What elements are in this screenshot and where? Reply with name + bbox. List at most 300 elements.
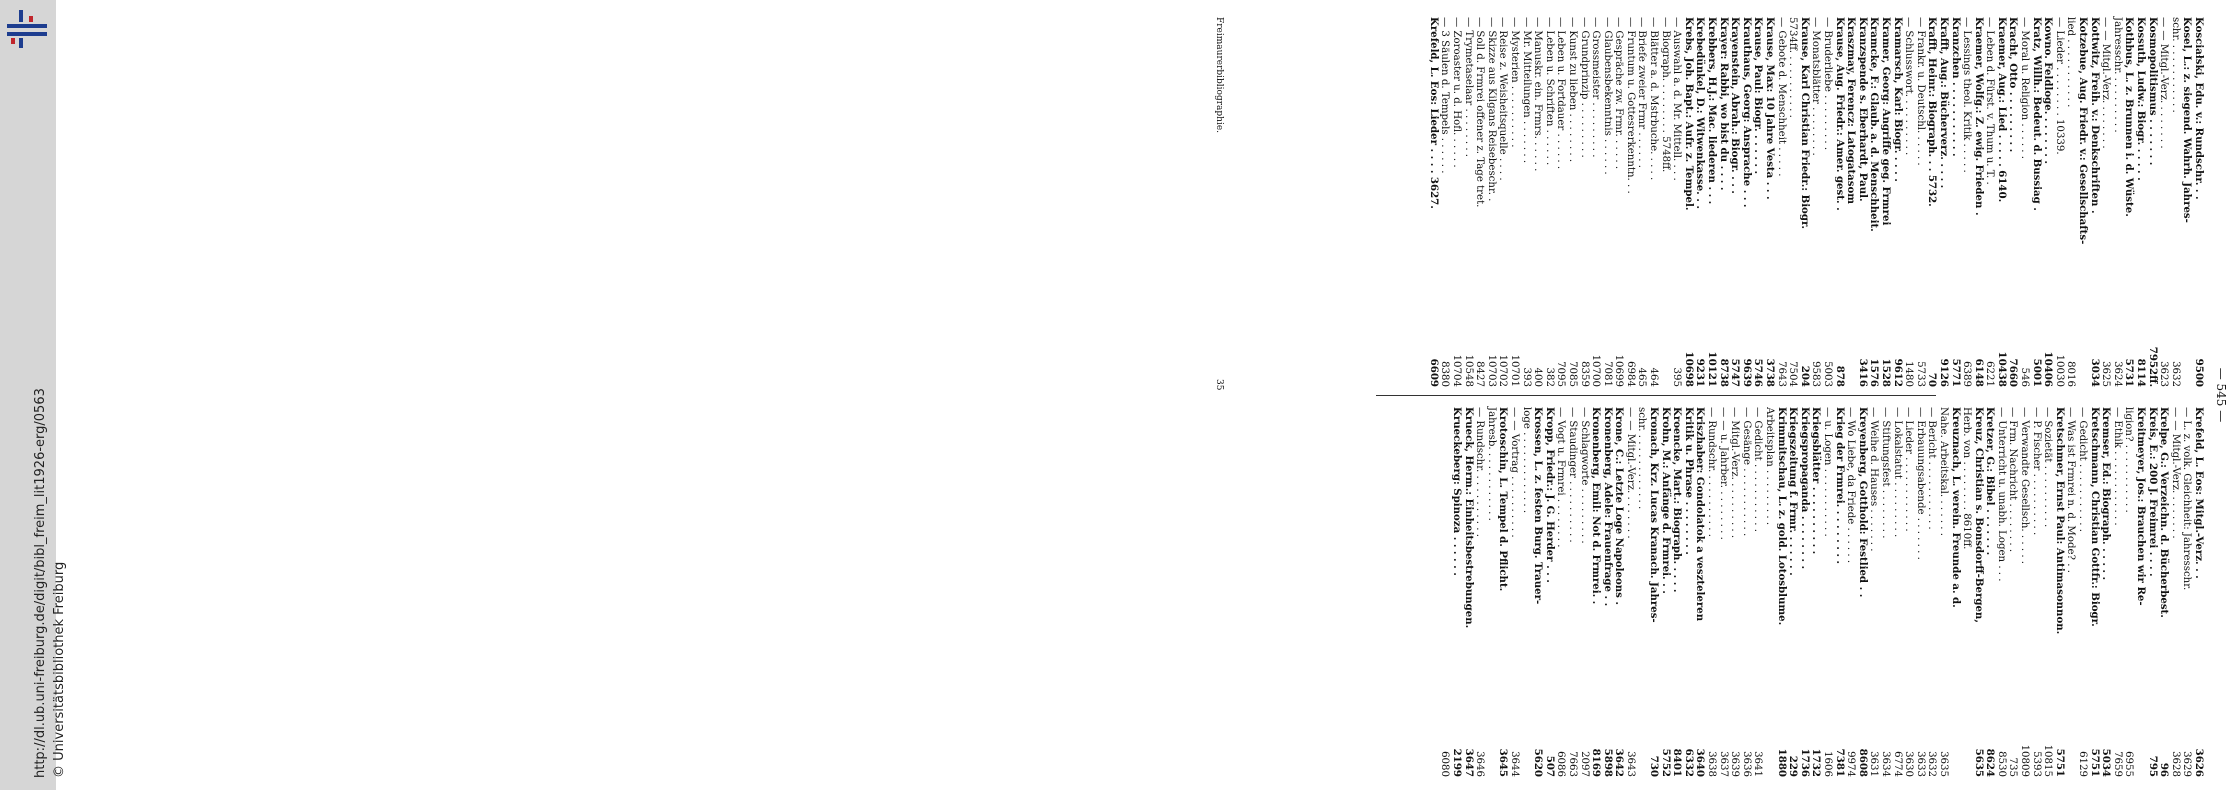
entry-number: 6609 (1427, 358, 1440, 387)
column-divider (1376, 395, 1936, 396)
entry-number: 2199 (1451, 748, 1463, 777)
entry-text: lied . . . . . . . . . . . (2065, 17, 2077, 108)
index-entry (1717, 17, 1729, 387)
index-entry (1450, 17, 1462, 387)
entry-text: Kosmopolitismus . . . . . . . (2146, 17, 2159, 166)
index-entry (1671, 17, 1683, 387)
index-entry (2181, 17, 2193, 387)
entry-text: Kriegszeitung f. Frmr. . . . . . . (1787, 407, 1800, 576)
entry-number: 1576 (1868, 358, 1881, 387)
index-entry (1543, 17, 1555, 387)
entry-text: Krieg der Frmrei. . . . . . . . . (1833, 407, 1846, 564)
footer-label: Freimaurerbibliographie. (1214, 17, 1224, 134)
entry-number: 465 (1636, 367, 1648, 387)
entry-text: Kramarsch, Karl: Biogr. . . . . (1891, 17, 1904, 182)
entry-text: — Blätter a. d. Mstrbuche. . . . . (1648, 17, 1660, 181)
index-entry (1845, 407, 1857, 777)
entry-text: Krause, Karl Christian Friedr.: Biogr. (1798, 17, 1811, 229)
index-entry (1694, 407, 1706, 777)
entry-text: Kretzer, G.: Bibel . . . . . . . (1984, 407, 1997, 556)
entry-text: — Frm. Nachricht . . . . . . . . (2007, 407, 2019, 553)
index-entry (1926, 407, 1938, 777)
entry-text: Kothbus, L. z. Brunnen i. d. Wüste. (2123, 17, 2136, 217)
entry-number: 3631 (1868, 751, 1880, 777)
entry-text: Krayer: Rabbi, wo bist du . . . . (1717, 17, 1730, 191)
entry-number: 5771 (1949, 358, 1962, 387)
index-entry (1462, 17, 1474, 387)
index-entry (1474, 407, 1486, 777)
entry-number: 5751 (2053, 748, 2066, 777)
entry-number: 8359 (1578, 361, 1590, 387)
entry-text: — Stiftungsfest . . . . . . . . (1879, 407, 1891, 539)
copyright-notice: © Universitätsbibliothek Freiburg (52, 561, 67, 778)
entry-text: — Fruntum u. Gottesrerkenntn. . . (1624, 17, 1636, 194)
index-entry (1937, 17, 1949, 387)
index-entry (2169, 17, 2181, 387)
entry-number: 5034 (2100, 748, 2113, 777)
entry-text: Krone, C.: Letzte Loge Napoleons . (1613, 407, 1626, 605)
index-entry (2065, 407, 2077, 777)
entry-number: 6774 (1891, 751, 1903, 777)
entry-number: 3628 (2169, 751, 2181, 777)
entry-number: 5731 (2123, 358, 2136, 387)
entry-text: Kriszhaber: Gondolatok a veszteleren (1694, 407, 1707, 622)
entry-text: Kreuznach, L. verein. Freunde a. d. (1949, 407, 1962, 608)
entry-number: 5733 (1914, 361, 1926, 387)
index-entry (2169, 407, 2181, 777)
index-entry (1648, 17, 1660, 387)
sidebar (0, 0, 67, 790)
index-entry (1787, 17, 1799, 387)
entry-text: Krossen, L. z. festen Burg. Trauer- (1532, 407, 1545, 605)
entry-number: 8016 (2065, 361, 2077, 387)
entry-number: 1528 (1879, 358, 1892, 387)
entry-text: Krotoschin, L. Tempel d. Pflicht. (1497, 407, 1510, 592)
entry-number: 9974 (1845, 751, 1857, 777)
index-entry (1984, 17, 1996, 387)
entry-text: Krayenstein, Abrah.: Biogr. . . . (1729, 17, 1742, 194)
entry-text: — 3 Säulen d. Tempels . . . . . . (1439, 17, 1451, 174)
entry-text: Jahresb. . . . . . . . . . . . (1485, 407, 1497, 521)
index-entry (1624, 17, 1636, 387)
entry-number: 7085 (1566, 361, 1578, 387)
entry-text: — Monatsblätter . . . . . . . . (1810, 17, 1822, 156)
entry-text: — Gesänge . . . . . . . . . . . (1740, 407, 1752, 537)
index-entry (2030, 17, 2042, 387)
entry-number: 730 (1648, 755, 1661, 777)
entry-number (1659, 383, 1671, 387)
entry-text: Kriegsblätter . . . . . . . . . . (1810, 407, 1823, 555)
index-entry (1995, 407, 2007, 777)
index-entry (2192, 17, 2204, 387)
index-entry (2076, 407, 2088, 777)
index-entry (2111, 407, 2123, 777)
index-entry (2042, 17, 2054, 387)
index-entry (1590, 17, 1602, 387)
entry-number: 3629 (2181, 751, 2193, 777)
index-entry (1555, 17, 1567, 387)
entry-number: 6129 (2077, 751, 2089, 777)
document-url[interactable]: http://dl.ub.uni-freiburg.de/digit/bibl_freim_lit1926-erg/0563 (33, 388, 48, 778)
entry-number: 3034 (2088, 358, 2101, 387)
index-entry (2146, 407, 2158, 777)
index-entry (2076, 17, 2088, 387)
index-entry (1520, 407, 1532, 777)
entry-number: 8380 (1439, 361, 1451, 387)
entry-text: — Staudinger . . . . . . . . . . (1566, 407, 1578, 543)
entry-number: 1736 (1798, 748, 1811, 777)
index-entry (2181, 407, 2193, 777)
index-entry (1891, 407, 1903, 777)
entry-number: 8738 (1717, 358, 1730, 387)
entry-number (2065, 773, 2077, 777)
index-entry (2123, 407, 2135, 777)
index-entry (1752, 17, 1764, 387)
index-entry (1937, 407, 1949, 777)
entry-text: — Rundschr. . . . . . . . . . . (1474, 407, 1486, 537)
index-entry (1462, 407, 1474, 777)
entry-number: 70 (1926, 372, 1939, 387)
entry-number: 7660 (2007, 358, 2020, 387)
entry-text: — Mitgl.-Verz. . . . . . . . . . (1729, 407, 1741, 539)
entry-number: 6148 (1972, 358, 1985, 387)
entry-number: 5620 (1532, 748, 1545, 777)
index-entry (1671, 407, 1683, 777)
entry-number: 3634 (1879, 751, 1891, 777)
entry-text: — Weihe d. Hauses . . . . . . . (1868, 407, 1880, 552)
entry-number: 10700 (1590, 354, 1602, 387)
entry-text: Kramcke, F.: Glaub. a. d. Menschheit. (1868, 17, 1881, 232)
index-entry (1856, 407, 1868, 777)
entry-number: 3644 (1508, 751, 1520, 777)
entry-number: 3626 (2193, 748, 2205, 777)
entry-text: — — Vortrag . . . . . . . . . . (1508, 407, 1520, 538)
entry-number (1636, 773, 1648, 777)
entry-number: 8608 (1856, 748, 1869, 777)
index-entry (1949, 407, 1961, 777)
entry-number: 3640 (1694, 748, 1707, 777)
index-entry (1961, 407, 1973, 777)
entry-text: 5734ff. . . . . . . . . . . (1787, 17, 1799, 118)
index-entry (2053, 407, 2065, 777)
index-entry (1717, 407, 1729, 777)
entry-text: — Biograph. . . . . . . . . 5748ff. (1659, 17, 1671, 173)
entry-number: 3647 (1462, 748, 1475, 777)
entry-text: Krefeld, L. Eos: Mitgl.-Verz. . . (2193, 407, 2205, 579)
entry-number: 8401 (1671, 748, 1684, 777)
entry-text: Arbeitsplan . . . . . . . . . (1764, 407, 1776, 526)
entry-number: 5747 (1729, 358, 1742, 387)
index-entry (1520, 17, 1532, 387)
entry-text: — — Mitgl.-Verz. . . . . . . . (1624, 407, 1636, 539)
entry-number: 1606 (1822, 751, 1833, 777)
index-entry (1450, 407, 1462, 777)
entry-number: 5898 (1601, 748, 1614, 777)
entry-number (1961, 773, 1973, 777)
entry-text: Krebbers, H.J.: Mac. liederen . . . (1706, 17, 1719, 205)
entry-number: 7643 (1775, 361, 1787, 387)
entry-text: Kriegspropaganda . . . . . . . . (1798, 407, 1811, 570)
entry-number: 1880 (1775, 748, 1788, 777)
entry-text: — u. Logen . . . . . . . . . . . (1822, 407, 1833, 537)
entry-number: 10438 (1995, 351, 2008, 387)
entry-text: Kracht, Otto . . . . . . . . . (2007, 17, 2020, 153)
entry-text: — Schlusswort. . . . . . . . . . (1903, 17, 1915, 156)
entry-text: — Leben d. Fürst. v. Thum u. T. . (1984, 17, 1996, 185)
index-entry (2019, 17, 2031, 387)
entry-number: 8114 (2135, 358, 2148, 387)
left-column (1427, 17, 2204, 387)
index-entry (2100, 17, 2112, 387)
entry-text: — Sozietät . . . . . . . . . . (2042, 407, 2054, 528)
entry-text: Krohn, M.: Anfänge d. Frmrei. . . (1659, 407, 1672, 594)
entry-text: schr. . . . . . . . . . . . . (1636, 407, 1648, 510)
entry-text: — Verwandte Gesellsch. . . . . . (2019, 407, 2031, 565)
entry-number: 9231 (1694, 358, 1707, 387)
entry-number (1763, 773, 1775, 777)
index-entry (2007, 17, 2019, 387)
entry-number: 3633 (1914, 751, 1926, 777)
entry-number: 7081 (1601, 361, 1613, 387)
entry-text: — P. Fischer . . . . . . . . . . (2030, 407, 2042, 536)
entry-number: 6221 (1984, 361, 1996, 387)
entry-number: 1480 (1903, 361, 1915, 387)
entry-number: 7663 (1566, 751, 1578, 777)
entry-text: — Schlagworte . . . . . . . . . (1578, 407, 1590, 544)
entry-number: 1732 (1810, 748, 1823, 777)
entry-text: — Lessings theol. Kritik . . . . . (1961, 17, 1973, 173)
entry-text: Krauthaus, Georg: Ansprache . . . (1740, 17, 1753, 208)
entry-number: 6984 (1624, 361, 1636, 387)
index-entry (1578, 17, 1590, 387)
entry-text: — Manuskr. ein. Frmrs. . . . . . (1532, 17, 1544, 172)
entry-text: — Was ist Frmrei n. d. Mode? . . (2065, 407, 2077, 573)
entry-number: 7095 (1555, 361, 1567, 387)
entry-text: — Gedicht . . . . . . . . . . . (2077, 407, 2089, 532)
index-entry (1787, 407, 1799, 777)
entry-number: 9583 (1810, 361, 1822, 387)
entry-text: Krimmitschau, L. z. gold. Lotosblume. (1775, 407, 1788, 626)
entry-text: — — Mitgl.-Verz. . . . . . . . (2169, 407, 2181, 539)
index-entry (1543, 407, 1555, 777)
entry-text: Kreitmeyer, Jos.: Brauchen wir Re- (2135, 407, 2148, 606)
entry-number: 546 (2019, 367, 2031, 387)
index-entry (1427, 17, 1439, 387)
entry-number: 10121 (1706, 351, 1719, 387)
entry-number: 6080 (1439, 751, 1451, 777)
index-entry (1636, 17, 1648, 387)
index-entry (1810, 407, 1822, 777)
index-entry (1798, 407, 1810, 777)
entry-text: Krause, Aug. Friedr.: Amer. gest. . (1833, 17, 1846, 211)
index-entry (1972, 407, 1984, 777)
entry-number: 7952ff. (2146, 346, 2159, 387)
entry-number: 2097 (1578, 751, 1590, 777)
entry-number: 395 (1671, 367, 1683, 387)
entry-text: — Rundschr. . . . . . . . . . . (1706, 407, 1718, 537)
entry-text: — — u. Jahrber. . . . . . . . . (1717, 407, 1729, 540)
index-entry (1856, 17, 1868, 387)
index-entry (1485, 407, 1497, 777)
entry-text: Krueck, Herm.: Einheitsbestrebungen. (1462, 407, 1475, 629)
entry-text: Kosel, L.: z. siegend. Wahrh. Jahres- (2181, 17, 2194, 223)
entry-text: Kranzchen . . . . . . . . . . . (1949, 17, 1962, 157)
index-entry (1914, 407, 1926, 777)
index-entry (1601, 407, 1613, 777)
entry-number: 9500 (2193, 358, 2205, 387)
index-entry (2192, 407, 2204, 777)
entry-text: Kretschmer, Ernst Paul: Antimasonnon. (2053, 407, 2066, 635)
entry-text: Kronenberg, Adele: Frauenfrage . . (1601, 407, 1614, 607)
entry-text: Kronenberg, Emil: Not d. Frmrei. . (1590, 407, 1603, 605)
entry-number: 10704 (1451, 354, 1462, 387)
entry-text: — Bericht . . . . . . . . . . . (1926, 407, 1938, 530)
entry-text: — Vogt u. Frmrei . . . . . . . . (1555, 407, 1567, 548)
entry-number (2076, 383, 2088, 387)
entry-number: 3630 (1903, 751, 1915, 777)
entry-text: Krelpe, G.: Verzeichn. d. Bücherbest. (2158, 407, 2171, 618)
page-number: — 545 — (2214, 367, 2228, 423)
entry-text: Kossuth, Ludw.: Biogr. . . . . . (2135, 17, 2148, 181)
index-entry (2030, 407, 2042, 777)
index-entry (1972, 17, 1984, 387)
index-entry (1961, 17, 1973, 387)
entry-text: Krebedünkel, D.: Witwenkasse. . . (1694, 17, 1707, 209)
entry-number (1485, 773, 1497, 777)
index-entry (1926, 17, 1938, 387)
index-entry (1566, 17, 1578, 387)
entry-number: 7381 (1833, 748, 1846, 777)
index-entry (1566, 407, 1578, 777)
entry-text: — Gedicht . . . . . . . . . . . (1752, 407, 1764, 532)
entry-text: Jahresschr. . . . . . . . . . (2111, 17, 2123, 133)
entry-number: 229 (1787, 755, 1800, 777)
index-entry (1508, 17, 1520, 387)
entry-number (2181, 383, 2193, 387)
index-entry (1648, 407, 1660, 777)
entry-number: 9612 (1891, 358, 1904, 387)
entry-number: 3636 (1740, 751, 1752, 777)
entry-text: — Briefe zweier Frmr . . . . . . (1636, 17, 1648, 168)
index-entry (1903, 407, 1915, 777)
index-entry (1949, 17, 1961, 387)
index-entry (1636, 407, 1648, 777)
index-entry (2123, 17, 2135, 387)
entry-number: 3623 (2158, 361, 2170, 387)
entry-number: 3632 (2169, 361, 2181, 387)
footer-number: 35 (1214, 379, 1224, 391)
entry-number: 10701 (1508, 354, 1520, 387)
entry-text: Kropp, Friedr.: J. G. Herder . . . (1543, 407, 1556, 583)
entry-text: — Bruderliebe . . . . . . . . . (1822, 17, 1833, 151)
index-entry (1798, 17, 1810, 387)
entry-number: 393 (1520, 367, 1532, 387)
entry-text: Krause, Paul: Biogr. . . . . . . (1752, 17, 1765, 175)
entry-text: — Gebote d. Menschheit . . . . . (1775, 17, 1787, 177)
index-entry (1532, 17, 1544, 387)
entry-number: 3646 (1474, 751, 1486, 777)
index-entry (2007, 407, 2019, 777)
entry-text: Krebs, Joh. Bapt.: Aufr. z. Tempel. (1682, 17, 1695, 211)
index-entry (1763, 407, 1775, 777)
entry-number: 8530 (1995, 751, 2007, 777)
index-entry (1694, 17, 1706, 387)
entry-text: — Auswahl a. d. Mr. Mittell. . . . (1671, 17, 1683, 181)
index-entry (1903, 17, 1915, 387)
entry-text: — Zoroaster u. d. Hofl. . . . . . (1451, 17, 1462, 168)
entry-text: — — Mitgl.-Verz. . . . . . . . (2158, 17, 2170, 149)
entry-text: Kraemer, Wolfg.: Z. ewig. Frieden . (1972, 17, 1985, 216)
entry-number: 10702 (1497, 354, 1509, 387)
entry-number: 7504 (1787, 361, 1799, 387)
entry-text: Kreyenberg, Gotthold: Festlied . . (1856, 407, 1869, 598)
index-entry (1590, 407, 1602, 777)
entry-number: 5635 (1972, 748, 1985, 777)
entry-text: — Soll d. Frmrei offener z. Tage tret. (1474, 17, 1486, 208)
index-entry (2158, 17, 2170, 387)
entry-number: 96 (2158, 762, 2171, 777)
entry-number: 795 (2146, 755, 2159, 777)
entry-text: Kramer, Georg: Angriffe geg. Frmrei (1879, 17, 1892, 226)
entry-number: 8624 (1984, 748, 1997, 777)
entry-number: 3635 (1937, 751, 1949, 777)
entry-number: 5752 (1659, 748, 1672, 777)
index-entry (1821, 407, 1833, 777)
entry-number (2134, 773, 2146, 777)
entry-text: — Leben u. Schriften . . . . . . (1543, 17, 1555, 166)
index-entry (1601, 17, 1613, 387)
entry-number: 3639 (1729, 751, 1741, 777)
entry-text: — Skizze aus Kilgans Reisebeschr. . (1485, 17, 1497, 202)
index-entry (1682, 407, 1694, 777)
index-entry (1868, 17, 1880, 387)
entry-text: Kremser, Ed.: Biograph. . . . . . (2100, 407, 2113, 581)
index-entry (2100, 407, 2112, 777)
entry-number: 735 (2007, 757, 2019, 777)
index-entry (1439, 407, 1451, 777)
index-entry (1474, 17, 1486, 387)
index-entry (1763, 17, 1775, 387)
index-entry (1729, 407, 1741, 777)
entry-number: 3416 (1856, 358, 1869, 387)
index-entry (1752, 407, 1764, 777)
index-entry (1879, 407, 1891, 777)
index-entry (1659, 407, 1671, 777)
entry-text: Kottwitz, Freih. v.: Denkschriften . (2088, 17, 2101, 214)
entry-number: 5003 (1822, 361, 1833, 387)
index-entry (1705, 17, 1717, 387)
entry-text: Krafft, Heinr.: Biograph. . . 5732. (1926, 17, 1939, 207)
index-entry (1995, 17, 2007, 387)
entry-text: loge . . . . . . . . . . . . . (1520, 407, 1532, 514)
index-entry (1821, 17, 1833, 387)
entry-text: Kraemer, Aug.: Lied . . . . . 6140. (1995, 17, 2008, 203)
index-entry (1555, 407, 1567, 777)
entry-text: — Gespräche zw. Frmr. . . . . . (1613, 17, 1625, 170)
index-entry (1833, 17, 1845, 387)
index-entry (1682, 17, 1694, 387)
entry-text: — Wo Liebe, da Friede . . . . . . (1845, 407, 1857, 564)
entry-text: — Frankr. u. Deutschl. . . . . . (1914, 17, 1926, 166)
entry-number: 7659 (2111, 751, 2123, 777)
entry-text: Kreuz, Christian s. Bonsdorff-Bergen, (1972, 407, 1985, 623)
entry-text: — Unterricht u. unabh. Logen . . . (1995, 407, 2007, 582)
entry-number: 8169 (1590, 748, 1603, 777)
entry-text: — Grossmeister . . . . . . . . . (1590, 17, 1602, 158)
entry-number: 10703 (1485, 354, 1497, 387)
entry-number: 6086 (1555, 751, 1567, 777)
entry-text: — Lieder . . . . . . . . 10339. (2053, 17, 2065, 155)
